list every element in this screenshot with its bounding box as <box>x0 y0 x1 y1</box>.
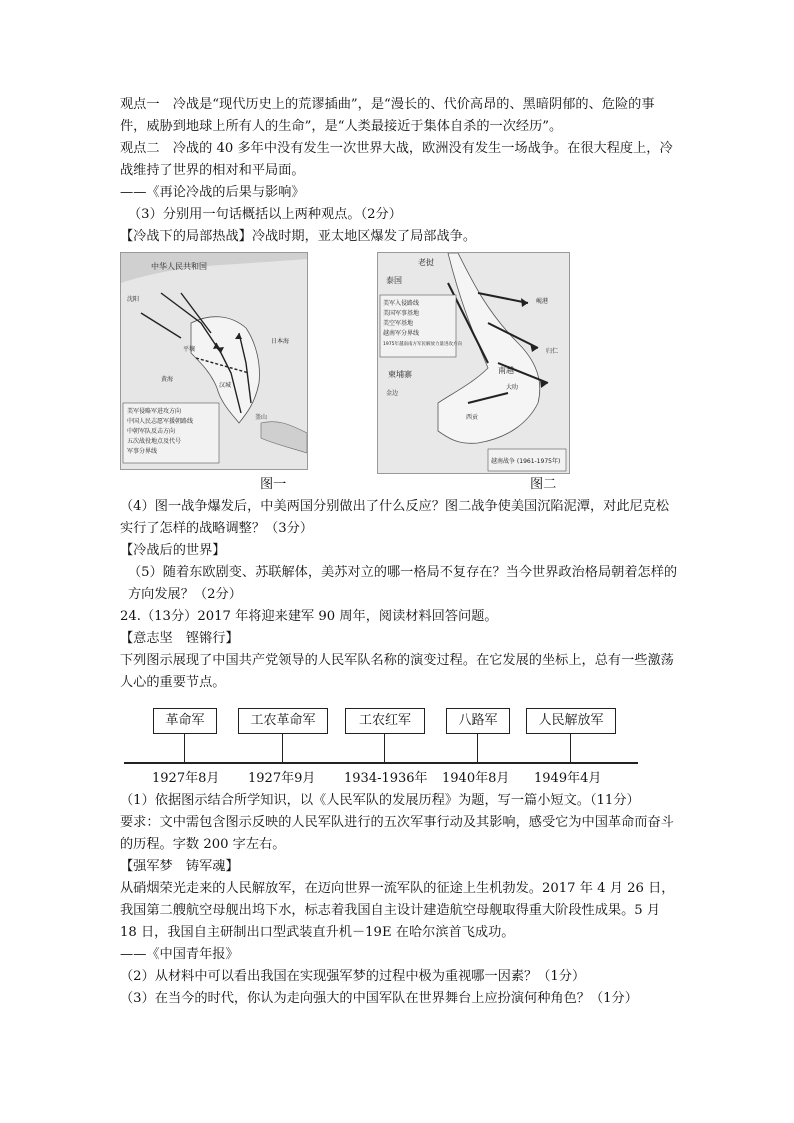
question-24-3: （3）在当今的时代，你认为走向强大的中国军队在世界舞台上应扮演何种角色？（1分） <box>120 991 638 1006</box>
section-dream: 【强军梦 铸军魂】 <box>120 859 239 874</box>
map1-legend-1: 美军侵略军进攻方向 <box>127 408 182 415</box>
map1-legend-3: 中朝军队反击方向 <box>127 428 176 435</box>
source-citation: ——《再论冷战的后果与影响》 <box>120 185 305 200</box>
map2-label-da-lat: 大叻 <box>506 384 519 391</box>
material-text: 从硝烟荣光走来的人民解放军，在迈向世界一流军队的征途上生机勃发。2017 年 4 月 26 日，我国第二艘航空母舰出坞下水，标志着我国自主设计建造航空母舰取得重大阶段性成果。5 月 18 日，我国自主研制出口型武装直升机－19E 在哈尔滨首飞成功。 <box>120 881 675 940</box>
question-24-header: 24.（13分）2017 年将迎来建军 90 周年，阅读材料回答问题。 <box>120 609 498 624</box>
question-3: （3）分别用一句话概括以上两种观点。（2分） <box>128 207 402 222</box>
timeline-name-3: 工农红军 <box>345 708 425 734</box>
map1-label-prc: 中华人民共和国 <box>151 262 207 271</box>
figure-2-caption: 图二 <box>530 477 557 492</box>
map2-label-phnom-penh: 金边 <box>386 390 399 397</box>
timeline-intro: 下列图示展现了中国共产党领导的人民军队名称的演变过程。在它发展的坐标上，总有一些激荡人心的重要节点。 <box>120 653 674 690</box>
figures-row <box>120 252 680 474</box>
map1-label-pyongyang: 平壤 <box>183 346 196 353</box>
timeline-date-1: 1927年8月 <box>152 771 220 786</box>
map2-legend-1: 美军入侵路线 <box>383 300 420 307</box>
korean-war-map <box>120 252 308 470</box>
map1-label-busan: 釜山 <box>255 414 268 421</box>
timeline-date-3: 1934-1936年 <box>344 771 428 786</box>
question-5: （5）随着东欧剧变、苏联解体，美苏对立的哪一格局不复存在？当今世界政治格局朝着怎样的方向发展？（2分） <box>128 565 678 602</box>
section-will: 【意志坚 铿锵行】 <box>120 631 239 646</box>
timeline-name-4: 八路军 <box>446 708 510 734</box>
timeline-tick-1 <box>184 733 185 763</box>
question-24-2: （2）从材料中可以看出我国在实现强军梦的过程中极为重视哪一因素？（1分） <box>120 969 586 984</box>
timeline-date-4: 1940年8月 <box>442 771 510 786</box>
viewpoint-one: 观点一 冷战是“现代历史上的荒谬插曲”，是“漫长的、代价高昂的、黑暗阴郁的、危险的事件，威胁到地球上所有人的生命”，是“人类最接近于集体自杀的一次经历”。 <box>120 97 655 134</box>
map2-legend-2: 美国军事基地 <box>383 310 420 317</box>
question-4: （4）图一战争爆发后，中美两国分别做出了什么反应？图二战争使美国沉陷泥潭，对此尼克松实行了怎样的战略调整？（3分） <box>120 499 670 536</box>
timeline-axis <box>124 762 638 764</box>
map1-label-sea-of-japan: 日本海 <box>271 338 290 345</box>
map1-label-seoul: 汉城 <box>219 382 232 389</box>
map1-label-yellow-sea: 黄海 <box>161 376 174 383</box>
map1-legend-4: 五次战役地点及代号 <box>127 438 182 445</box>
question-24-1: （1）依据图示结合所学知识，以《人民军队的发展历程》为题，写一篇小短文。（11分） <box>120 793 640 808</box>
section-local-war: 【冷战下的局部热战】冷战时期，亚太地区爆发了局部战争。 <box>120 229 477 244</box>
map2-label-da-nang: 岘港 <box>536 298 549 305</box>
viewpoint-two: 观点二 冷战的 40 多年中没有发生一次世界大战，欧洲没有发生一场战争。在很大程度上，冷战维持了世界的相对和平局面。 <box>120 141 673 178</box>
map2-label-qui-nhon: 归仁 <box>546 348 559 355</box>
timeline-name-5: 人民解放军 <box>526 708 616 734</box>
section-post-cold-war: 【冷战后的世界】 <box>120 543 226 558</box>
map1-legend-2: 中国人民志愿军援朝路线 <box>127 418 194 425</box>
timeline-date-2: 1927年9月 <box>248 771 316 786</box>
map2-legend-5: 1975年越南南方军民解放力量进攻方向 <box>383 342 462 347</box>
figure-1-caption: 图一 <box>260 477 287 492</box>
map1-label-shenyang: 沈阳 <box>127 296 140 303</box>
map2-title: 越南战争 (1961-1975年) <box>491 458 561 465</box>
caption-row <box>120 474 680 496</box>
timeline-tick-3 <box>384 733 385 763</box>
vietnam-war-map <box>377 252 570 474</box>
map2-label-cambodia: 柬埔寨 <box>388 370 412 379</box>
timeline-name-2: 工农革命军 <box>238 708 328 734</box>
map2-label-laos: 老挝 <box>418 258 434 267</box>
timeline-date-5: 1949年4月 <box>534 771 602 786</box>
document-page <box>120 94 680 1010</box>
army-timeline <box>120 700 680 790</box>
map2-label-thailand: 泰国 <box>386 276 402 285</box>
timeline-name-1: 革命军 <box>153 708 217 734</box>
source-citation-2: ——《中国青年报》 <box>120 947 239 962</box>
timeline-tick-2 <box>282 733 283 763</box>
timeline-tick-5 <box>570 733 571 763</box>
timeline-tick-4 <box>477 733 478 763</box>
map2-legend-4: 越南军分界线 <box>383 330 420 337</box>
map2-label-south-vietnam: 南越 <box>498 366 514 375</box>
map2-label-saigon: 西贡 <box>466 414 479 421</box>
map1-legend-5: 军事分界线 <box>127 448 158 455</box>
map2-legend-3: 美空军基地 <box>383 320 414 327</box>
question-24-1-requirements: 要求：文中需包含图示反映的人民军队进行的五次军事行动及其影响，感受它为中国革命而奋斗的历程。字数 200 字左右。 <box>120 815 674 852</box>
